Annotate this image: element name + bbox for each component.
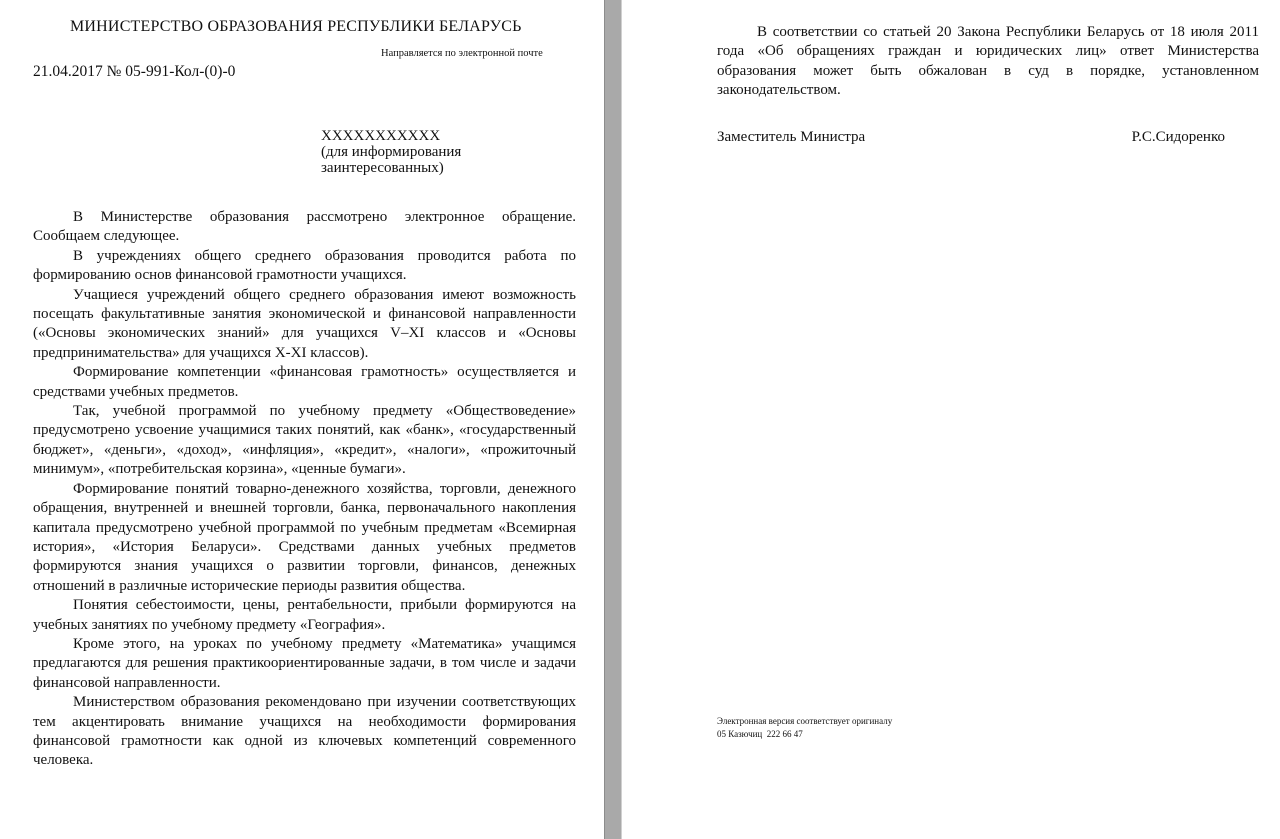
body-paragraph: В Министерстве образования рассмотрено электронное обращение. Сообщаем следующее.: [33, 209, 576, 245]
body-paragraph: Кроме этого, на уроках по учебному предмету «Математика» учащимся предлагаются для решения практикоориентированные задачи, в том числе и задачи финансовой направленности.: [33, 635, 576, 691]
footer-note: [717, 715, 892, 741]
page-separator: [604, 0, 622, 839]
appeal-note: [717, 23, 1259, 101]
addressee-note-line2: заинтересованных): [321, 160, 444, 176]
ministry-title: МИНИСТЕРСТВО ОБРАЗОВАНИЯ РЕСПУБЛИКИ БЕЛАРУСЬ: [70, 18, 522, 35]
addressee-name: XXXXXXXXXXX: [321, 128, 441, 144]
body-paragraph: Понятия себестоимости, цены, рентабельности, прибыли формируются на учебных занятиях по учебному предмету «География».: [33, 597, 576, 633]
email-note: Направляется по электронной почте: [381, 48, 543, 59]
document-reference: 21.04.2017 № 05-991-Кол-(0)-0: [33, 63, 236, 80]
appeal-paragraph: В соответствии со статьей 20 Закона Республики Беларусь от 18 июля 2011 года «Об обращениях граждан и юридических лиц» ответ Министерства образования может быть обжалован в суд в порядке, установленном законодательством.: [717, 24, 1259, 99]
addressee-note-line1: (для информирования: [321, 144, 462, 160]
body-paragraph: Так, учебной программой по учебному предмету «Обществоведение» предусмотрено усвоение учащимися таких понятий, как «банк», «государственный бюджет», «деньги», «доход», «инфляция», «кредит», «налоги», «прожиточный минимум», «потребительская корзина», «ценные бумаги».: [33, 403, 576, 478]
document-page-left: [0, 0, 604, 839]
body-paragraph: В учреждениях общего среднего образования проводится работа по формированию основ финансовой грамотности учащихся.: [33, 247, 576, 284]
signatory-position: Заместитель Министра: [717, 129, 866, 145]
body-paragraph: Формирование понятий товарно-денежного хозяйства, торговли, денежного обращения, внутренней и внешней торговли, банка, первоначального накопления капитала предусмотрено учебной программой по учебным предметам «Всемирная история», «История Беларуси». Средствами данных учебных предметов формируются знания учащихся о развитии торговли, финансов, денежных отношений в различные исторические периоды развития общества.: [33, 480, 576, 594]
addressee-block: [321, 128, 461, 176]
document-page-right: [622, 0, 1280, 839]
body-paragraph: Учащиеся учреждений общего среднего образования имеют возможность посещать факультативные занятия экономической и финансовой направленности («Основы экономических знаний» для учащихся V–XI классов и «Основы предпринимательства» для учащихся X-XI классов).: [33, 286, 576, 361]
signature-row: [717, 129, 1225, 146]
body-paragraph: Формирование компетенции «финансовая грамотность» осуществляется и средствами учебных предметов.: [33, 364, 576, 400]
letter-body: [33, 208, 576, 771]
footer-line1: Электронная версия соответствует оригиналу: [717, 716, 893, 726]
footer-line2: 05 Казючиц 222 66 47: [717, 729, 803, 739]
signatory-name: Р.С.Сидоренко: [1131, 129, 1225, 145]
body-paragraph: Министерством образования рекомендовано при изучении соответствующих тем акцентировать внимание учащихся на необходимости формирования финансовой грамотности как одной из ключевых компетенций современного человека.: [33, 694, 576, 769]
